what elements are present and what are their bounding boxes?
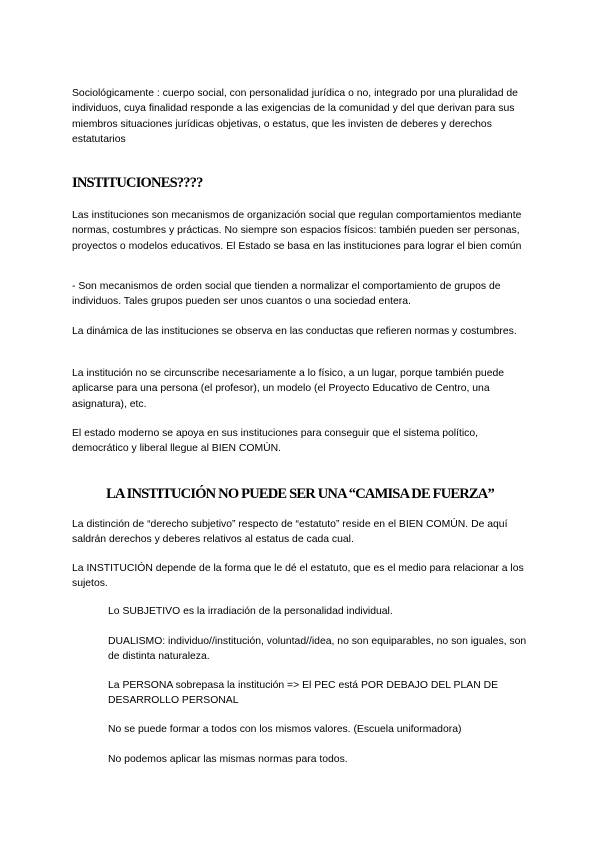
paragraph-7: La INSTITUCIÓN depende de la forma que le dé el estatuto, que es el medio para relacionar a los sujetos. (72, 563, 524, 590)
intro-paragraph: Sociológicamente : cuerpo social, con personalidad jurídica o no, integrado por una pluralidad de individuos, cuya finalidad responde a las exigencias de la comunidad y del que derivan para sus miembros situaciones jurídicas objetivas, o estatus, que les invisten de deberes y derechos estatutarios (72, 88, 518, 146)
indented-item-1: Lo SUBJETIVO es la irradiación de la personalidad individual. (108, 606, 393, 617)
heading-instituciones: INSTITUCIONES???? (72, 175, 203, 191)
indented-item-2: DUALISMO: individuo//institución, voluntad//idea, no son equiparables, no son iguales, son de distinta naturaleza. (108, 636, 527, 663)
paragraph-5: El estado moderno se apoya en sus instituciones para conseguir que el sistema político, democrático y liberal llegue al BIEN COMÚN. (72, 428, 479, 455)
indented-item-4: No se puede formar a todos con los mismos valores. (Escuela uniformadora) (108, 724, 462, 735)
paragraph-3: La dinámica de las instituciones se observa en las conductas que refieren normas y costumbres. (72, 326, 517, 337)
paragraph-4: La institución no se circunscribe necesariamente a lo físico, a un lugar, porque también puede aplicarse para una persona (el profesor), un modelo (el Proyecto Educativo de Centro, una asignatura), etc. (72, 368, 505, 410)
heading-camisa-de-fuerza: LA INSTITUCIÓN NO PUEDE SER UNA “CAMISA DE FUERZA” (106, 486, 494, 502)
paragraph-6: La distinción de “derecho subjetivo” respecto de “estatuto” reside en el BIEN COMÚN. De aquí saldrán derechos y deberes relativos al estatus de cada cual. (72, 519, 508, 546)
paragraph-1: Las instituciones son mecanismos de organización social que regulan comportamientos mediante normas, costumbres y prácticas. No siempre son espacios físicos: también pueden ser personas, proyectos o modelos educativos. El Estado se basa en las instituciones para lograr el bien común (72, 210, 522, 252)
indented-item-3: La PERSONA sobrepasa la institución => El PEC está POR DEBAJO DEL PLAN DE DESARROLLO PERSONAL (108, 680, 499, 707)
indented-item-5: No podemos aplicar las mismas normas para todos. (108, 754, 348, 765)
paragraph-2: - Son mecanismos de orden social que tienden a normalizar el comportamiento de grupos de individuos. Tales grupos pueden ser unos cuantos o una sociedad entera. (72, 281, 501, 308)
